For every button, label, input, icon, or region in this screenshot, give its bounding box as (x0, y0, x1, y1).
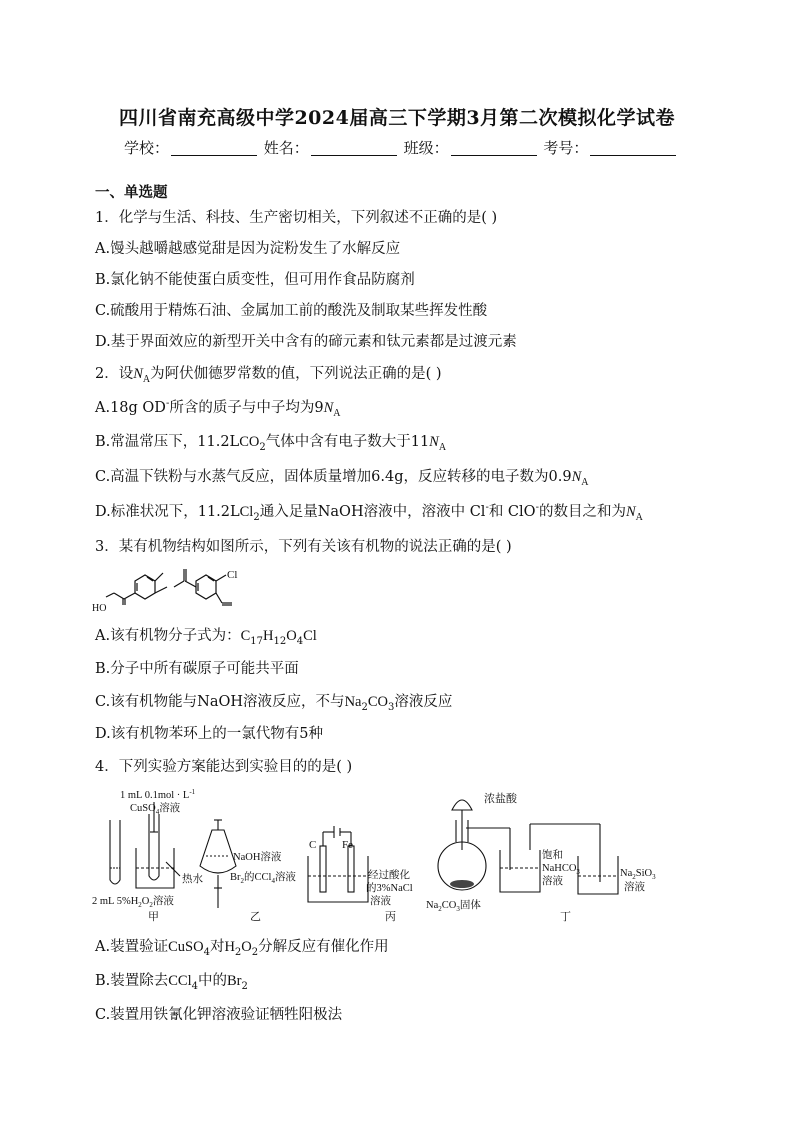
jia-caption: 甲 (148, 911, 159, 923)
section-title: 一、单选题 (95, 184, 168, 201)
q3-option-b: B.分子中所有碳原子可能共平面 (95, 661, 299, 677)
ding-nahco3-label: NaHCO$_3$ (542, 863, 580, 876)
q4-option-b: B.装置除去CCl$_4$中的$Br_2$ (95, 973, 248, 992)
q2-option-a: A.18g OD-所含的质子与中子均为$9N_A$ (95, 398, 341, 419)
ding-na2co3-label: $Na_2CO_3$固体 (426, 900, 481, 913)
apparatus-figure (90, 780, 670, 930)
student-info-line (124, 137, 678, 158)
ding-solution-label: 溶液 (542, 876, 563, 887)
q2-option-d: D.标准状况下，11.2LCl$_2$通入足量NaOH溶液中，溶液中 Cl-和 ClO-的数目之和为$N_A$ (95, 502, 643, 523)
q3-option-d: D.该有机物苯环上的一氯代物有5种 (95, 726, 323, 742)
bing-label-3: 溶液 (370, 896, 391, 907)
q4-stem: 4．下列实验方案能达到实验目的的是( ) (95, 759, 353, 775)
school-label: 学校： (124, 139, 170, 157)
ding-caption: 丁 (560, 911, 571, 923)
yi-caption: 乙 (250, 911, 261, 923)
q4-option-c: C.装置用铁氰化钾溶液验证牺牲阳极法 (95, 1007, 343, 1023)
q3-stem: 3．某有机物结构如图所示，下列有关该有机物的说法正确的是( ) (95, 539, 512, 555)
ding-hcl-label: 浓盐酸 (484, 793, 517, 805)
q3-option-a: A.该有机物分子式为：$C_{17}H_{12}O_4Cl$ (95, 628, 317, 647)
q1-option-b: B.氯化钠不能使蛋白质变性，但可用作食品防腐剂 (95, 272, 415, 288)
q2-option-b: B.常温常压下，$11.2LCO_2$气体中含有电子数大于$11N_A$ (95, 434, 447, 453)
q2-option-c: C.高温下铁粉与水蒸气反应，固体质量增加6.4g，反应转移的电子数为$0.9N_A$ (95, 469, 589, 488)
bing-label-2: 的3%NaCl (366, 883, 413, 894)
q2-stem: 2．设$N_A$为阿伏伽德罗常数的值，下列说法正确的是( ) (95, 366, 442, 385)
ding-na2sio3-label: $Na_2SiO_3$ (620, 868, 656, 881)
molecule-structure-figure (90, 561, 280, 619)
jia-bottom-label: 2 mL $5\%H_2O_2$溶液 (92, 896, 174, 909)
q1-stem: 1．化学与生活、科技、生产密切相关，下列叙述不正确的是( ) (95, 210, 498, 226)
jia-hot-water-label: 热水 (182, 874, 203, 885)
bing-caption: 丙 (385, 911, 396, 923)
name-label: 姓名： (263, 139, 309, 157)
name-blank[interactable] (311, 139, 397, 156)
exam-number-label: 考号： (543, 139, 589, 157)
yi-naoh-label: NaOH溶液 (233, 852, 282, 863)
yi-br-label: $Br_2$的CCl$_4$溶液 (230, 872, 296, 885)
exam-title: 四川省南充高级中学2024届高三下学期3月第二次模拟化学试卷 (118, 107, 676, 129)
class-label: 班级： (403, 139, 449, 157)
class-blank[interactable] (451, 139, 537, 156)
jia-top-label-2: CuSO$_4$溶液 (130, 803, 181, 816)
q1-option-c: C.硫酸用于精炼石油、金属加工前的酸洗及制取某些挥发性酸 (95, 303, 488, 319)
ding-solution-label-2: 溶液 (624, 882, 645, 893)
molecule-cl-label: Cl (227, 569, 238, 581)
q4-option-a: A.装置验证CuSO$_4$对$H_2O_2$分解反应有催化作用 (95, 939, 389, 958)
q3-option-c: C.该有机物能与NaOH溶液反应，不与$Na_2CO_3$溶液反应 (95, 694, 453, 713)
bing-c-label: C (309, 839, 317, 851)
molecule-ho-label: HO (92, 603, 107, 614)
bing-label-1: 经过酸化 (368, 870, 410, 881)
jia-top-label-1: 1 mL $0.1mol \cdot L^{-1}$ (120, 788, 196, 801)
q1-option-d: D.基于界面效应的新型开关中含有的碲元素和钛元素都是过渡元素 (95, 334, 517, 350)
school-blank[interactable] (171, 139, 257, 156)
bing-fe-label: Fe (342, 839, 353, 851)
exam-number-blank[interactable] (590, 139, 676, 156)
q1-option-a: A.馒头越嚼越感觉甜是因为淀粉发生了水解反应 (95, 241, 401, 257)
ding-saturated-label: 饱和 (542, 850, 563, 861)
